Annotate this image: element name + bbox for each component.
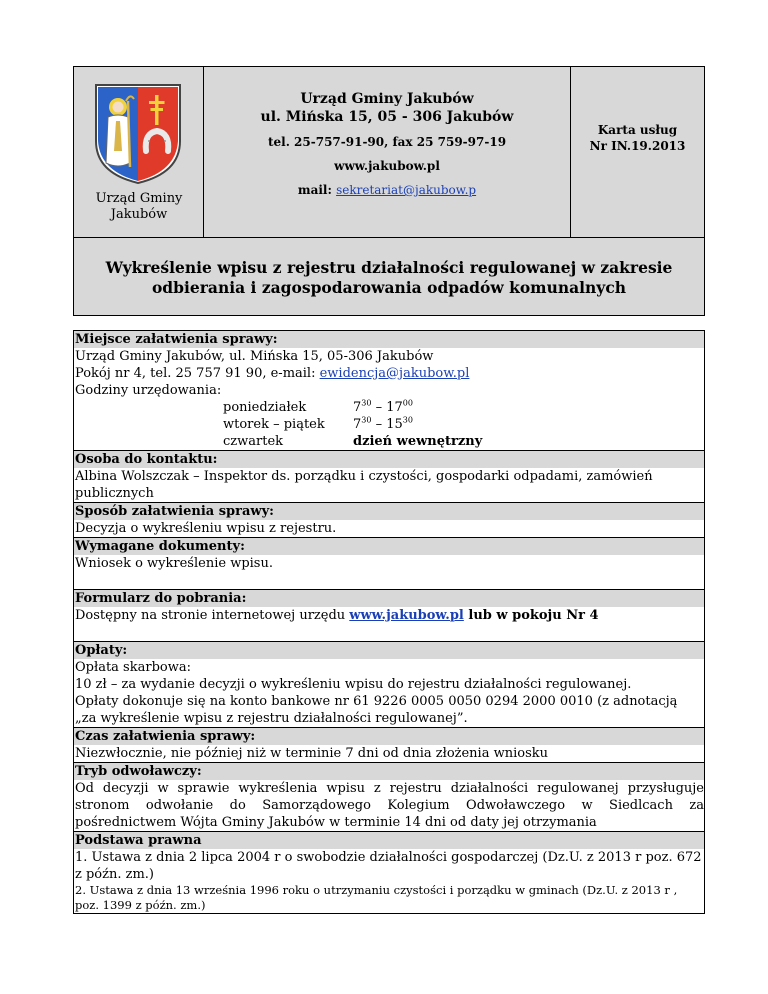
service-details-table [73, 330, 705, 914]
contact-person: Albina Wolszczak – Inspektor ds. porządku i czystości, gospodarki odpadami, zamówień publicznych [75, 469, 653, 501]
place-email-link[interactable]: ewidencja@jakubow.pl [319, 366, 470, 381]
office-info-cell [204, 67, 571, 237]
section-heading-method: Sposób załatwienia sprawy: [74, 502, 704, 520]
card-info-cell [571, 67, 704, 237]
section-heading-time: Czas załatwienia sprawy: [74, 727, 704, 745]
office-website: www.jakubow.pl [334, 159, 440, 173]
title-cell [74, 237, 704, 315]
section-heading-documents: Wymagane dokumenty: [74, 537, 704, 555]
fees-body [74, 659, 704, 727]
card-number: Nr IN.19.2013 [589, 139, 686, 153]
card-label: Karta usług [597, 123, 678, 137]
place-room-line [75, 365, 704, 382]
method-text: Decyzja o wykreśleniu wpisu z rejestru. [75, 521, 337, 536]
fees-line: Opłata skarbowa: [75, 660, 191, 675]
fees-line: „za wykreślenie wpisu z rejestru działalności regulowanej”. [75, 711, 468, 726]
hours-row [75, 399, 704, 416]
office-address: ul. Mińska 15, 05 - 306 Jakubów [260, 109, 514, 125]
place-room-text: Pokój nr 4, tel. 25 757 91 90, e-mail: [75, 366, 320, 381]
logo-caption: Urząd Gminy Jakubów [95, 191, 183, 222]
coat-of-arms-icon [92, 81, 184, 185]
hours-label: Godziny urzędowania: [75, 383, 222, 398]
hours-row [75, 416, 704, 433]
form-text: Dostępny na stronie internetowej urzędu [75, 608, 350, 623]
office-name: Urząd Gminy Jakubów [300, 91, 474, 107]
office-phone: tel. 25-757-91-90, fax 25 759-97-19 [267, 135, 507, 149]
form-website-link[interactable]: www.jakubow.pl [349, 608, 464, 623]
hours-day: poniedziałek [223, 400, 307, 415]
section-heading-legal: Podstawa prawna [74, 831, 704, 849]
fees-line: Opłaty dokonuje się na konto bankowe nr 61 9226 0005 0050 0294 2000 0010 (z adnotacją [75, 694, 678, 709]
legal-item: 2. Ustawa z dnia 13 września 1996 roku o utrzymaniu czystości i porządku w gminach (Dz.U. z 2013 r , poz. 1399 z późn. zm.) [75, 883, 678, 912]
section-body-place [74, 348, 704, 450]
documents-text: Wniosek o wykreślenie wpisu. [75, 556, 273, 571]
hours-row [75, 433, 704, 450]
section-heading-fees: Opłaty: [74, 641, 704, 659]
hours-day: wtorek – piątek [223, 417, 325, 432]
appeal-text: Od decyzji w sprawie wykreślenia wpisu z rejestru działalności regulowanej przysługuje stronom odwołanie do Samorządowego Kolegium Odwoławczego w Siedlcach za pośrednictwem Wójta Gminy Jakubów w terminie 14 dni od daty jej otrzymania [75, 781, 704, 830]
hours-note: dzień wewnętrzny [353, 434, 483, 449]
logo-cell [74, 67, 204, 237]
document-title-line-2: odbierania i zagospodarowania odpadów komunalnych [151, 278, 627, 297]
section-heading-form: Formularz do pobrania: [74, 589, 704, 607]
document-title [94, 258, 684, 298]
fees-line: 10 zł – za wydanie decyzji o wykreśleniu wpisu do rejestru działalności regulowanej. [75, 677, 632, 692]
hours-time: $7^{30} - 17^{00}$ [353, 398, 413, 415]
section-heading-contact: Osoba do kontaktu: [74, 450, 704, 468]
office-email-line [204, 183, 570, 197]
hours-day: czwartek [223, 434, 284, 449]
email-label: mail: [297, 183, 337, 197]
legal-body [74, 849, 704, 913]
header-box [73, 66, 705, 316]
section-heading-appeal: Tryb odwoławczy: [74, 762, 704, 780]
time-text: Niezwłocznie, nie później niż w terminie 7 dni od dnia złożenia wniosku [75, 746, 549, 761]
section-heading-place: Miejsce załatwienia sprawy: [74, 331, 704, 348]
email-link[interactable]: sekretariat@jakubow.p [336, 183, 477, 197]
document-title-line-1: Wykreślenie wpisu z rejestru działalności regulowanej w zakresie [105, 258, 673, 277]
form-line [74, 607, 704, 624]
place-address: Urząd Gminy Jakubów, ul. Mińska 15, 05-306 Jakubów [75, 349, 434, 364]
hours-time: $7^{30} - 15^{30}$ [353, 415, 413, 432]
form-room-text: lub w pokoju Nr 4 [463, 608, 599, 623]
legal-item: 1. Ustawa z dnia 2 lipca 2004 r o swobodzie działalności gospodarczej (Dz.U. z 2013 r poz. 672 z późn. zm.) [75, 850, 702, 882]
